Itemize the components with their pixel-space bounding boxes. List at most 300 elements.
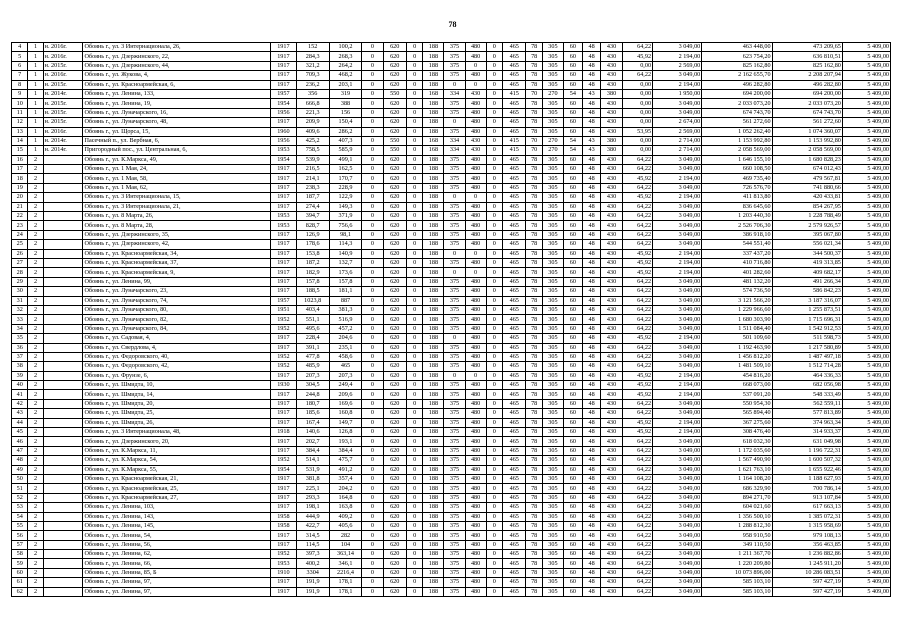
table-cell: 1956 bbox=[271, 108, 297, 117]
table-cell: 188 bbox=[423, 183, 444, 192]
table-cell: 430 bbox=[601, 230, 622, 239]
table-cell: 465 bbox=[503, 428, 526, 437]
table-cell: 216,5 bbox=[296, 165, 329, 174]
table-cell: 430 bbox=[601, 503, 622, 512]
table-cell: 48 bbox=[582, 371, 601, 380]
table-cell: Обоянь г., ул. Луначарского, 80, bbox=[83, 305, 271, 314]
table-cell: 168 bbox=[423, 89, 444, 98]
table-cell: 620 bbox=[383, 352, 406, 361]
table-cell: 5 409,00 bbox=[842, 343, 890, 352]
table-cell: 60 bbox=[563, 503, 582, 512]
table-cell: 1917 bbox=[271, 118, 297, 127]
table-cell: 5 409,00 bbox=[842, 352, 890, 361]
table-cell: 1 bbox=[28, 146, 43, 155]
table-cell: 305 bbox=[542, 249, 563, 258]
table-cell: 2 bbox=[28, 390, 43, 399]
table-cell: 78 bbox=[526, 503, 542, 512]
table-cell: 480 bbox=[465, 99, 486, 108]
table-cell: 597 427,19 bbox=[772, 587, 842, 596]
table-cell: 5 409,00 bbox=[842, 71, 890, 80]
table-cell: 78 bbox=[526, 277, 542, 286]
table-cell: 465 bbox=[503, 390, 526, 399]
table-cell: 375 bbox=[444, 390, 465, 399]
table-cell: 620 bbox=[383, 540, 406, 549]
table-cell: 2 bbox=[28, 249, 43, 258]
table-cell: 465 bbox=[503, 446, 526, 455]
table-cell: 48 bbox=[582, 165, 601, 174]
table-cell: 480 bbox=[465, 418, 486, 427]
table-cell bbox=[43, 371, 83, 380]
table-cell: 3 049,00 bbox=[653, 99, 702, 108]
table-cell: 430 bbox=[601, 193, 622, 202]
table-cell: 321,2 bbox=[296, 61, 329, 70]
table-cell: 2 bbox=[28, 371, 43, 380]
table-cell: 34 bbox=[12, 324, 28, 333]
table-cell bbox=[43, 287, 83, 296]
table-cell: 375 bbox=[444, 61, 465, 70]
table-cell: 188 bbox=[423, 418, 444, 427]
table-cell: 0 bbox=[486, 428, 502, 437]
table-cell: 188 bbox=[423, 521, 444, 530]
table-cell: 0 bbox=[486, 352, 502, 361]
table-cell: 1 385 072,31 bbox=[772, 512, 842, 521]
table-cell: 465 bbox=[503, 296, 526, 305]
table-cell: 0 bbox=[362, 296, 383, 305]
table-cell: 465 bbox=[503, 315, 526, 324]
table-cell: 511 598,73 bbox=[772, 334, 842, 343]
table-cell: 64,22 bbox=[622, 578, 652, 587]
table-cell: 550 954,30 bbox=[702, 399, 772, 408]
table-cell: 499,1 bbox=[329, 155, 362, 164]
table-cell: 465 bbox=[503, 221, 526, 230]
table-cell: 1 511 084,40 bbox=[702, 324, 772, 333]
table-cell: 0 bbox=[406, 456, 422, 465]
table-cell: 375 bbox=[444, 165, 465, 174]
table-cell: 1 bbox=[28, 52, 43, 61]
table-cell: 0 bbox=[406, 89, 422, 98]
table-cell: 168 bbox=[423, 136, 444, 145]
table-cell: 430 bbox=[465, 89, 486, 98]
table-cell: 550 bbox=[383, 136, 406, 145]
table-cell: 0,00 bbox=[622, 61, 652, 70]
table-row bbox=[12, 390, 891, 399]
table-cell: 686 329,90 bbox=[702, 484, 772, 493]
table-cell: 0 bbox=[362, 512, 383, 521]
table-cell: 64,22 bbox=[622, 212, 652, 221]
table-cell: 2 058 569,00 bbox=[772, 146, 842, 155]
table-cell: 0 bbox=[362, 446, 383, 455]
table-cell: 0 bbox=[406, 146, 422, 155]
table-cell: 29 bbox=[12, 277, 28, 286]
table-cell: 60 bbox=[563, 568, 582, 577]
table-cell: 1957 bbox=[271, 89, 297, 98]
table-cell: 64,22 bbox=[622, 296, 652, 305]
table-cell: 410 716,80 bbox=[702, 258, 772, 267]
table-cell: 187,7 bbox=[296, 193, 329, 202]
table-cell: 0 bbox=[465, 268, 486, 277]
table-cell: Обоянь г., ул. Красноармейская, 34, bbox=[83, 249, 271, 258]
table-cell: 114,3 bbox=[329, 240, 362, 249]
table-cell bbox=[43, 503, 83, 512]
table-cell: 1 220 209,80 bbox=[702, 559, 772, 568]
table-cell: 620 bbox=[383, 334, 406, 343]
table-cell: 48 bbox=[582, 352, 601, 361]
table-cell: 31 bbox=[12, 296, 28, 305]
table-cell: 2 bbox=[28, 268, 43, 277]
table-cell: 363,14 bbox=[329, 550, 362, 559]
table-cell: 403,4 bbox=[296, 305, 329, 314]
table-cell: 60 bbox=[563, 249, 582, 258]
table-cell: 5 409,00 bbox=[842, 465, 890, 474]
table-cell: 0 bbox=[486, 296, 502, 305]
table-cell: 0 bbox=[362, 127, 383, 136]
table-cell: 188 bbox=[423, 174, 444, 183]
table-cell: 620 bbox=[383, 118, 406, 127]
table-cell: 1917 bbox=[271, 540, 297, 549]
table-cell: 618 032,30 bbox=[702, 437, 772, 446]
table-cell: Обоянь г., ул. Ленина, 145, bbox=[83, 521, 271, 530]
table-cell: 42 bbox=[12, 399, 28, 408]
table-cell bbox=[43, 305, 83, 314]
table-row bbox=[12, 578, 891, 587]
table-cell: 78 bbox=[526, 127, 542, 136]
table-cell: 48 bbox=[582, 578, 601, 587]
table-cell: 473 209,65 bbox=[772, 43, 842, 52]
table-cell: 0 bbox=[406, 343, 422, 352]
table-cell: 465 bbox=[503, 43, 526, 52]
table-cell: 620 bbox=[383, 503, 406, 512]
table-cell: 173,6 bbox=[329, 268, 362, 277]
table-cell: 1917 bbox=[271, 240, 297, 249]
table-cell: 0 bbox=[406, 381, 422, 390]
table-cell: 64,22 bbox=[622, 531, 652, 540]
table-cell: 3 049,00 bbox=[653, 277, 702, 286]
table-cell: 694 200,00 bbox=[702, 89, 772, 98]
table-cell: 48 bbox=[582, 174, 601, 183]
table-cell: 374 963,34 bbox=[772, 418, 842, 427]
table-cell: 54 bbox=[563, 136, 582, 145]
table-cell: 188 bbox=[423, 343, 444, 352]
table-cell: 694 200,00 bbox=[772, 89, 842, 98]
table-cell: 1917 bbox=[271, 277, 297, 286]
table-cell: 375 bbox=[444, 559, 465, 568]
table-cell: 430 bbox=[601, 202, 622, 211]
table-cell: 60 bbox=[563, 371, 582, 380]
table-cell: 60 bbox=[563, 465, 582, 474]
table-cell: 0 bbox=[486, 550, 502, 559]
table-cell: 384,4 bbox=[296, 446, 329, 455]
table-cell: 620 bbox=[383, 446, 406, 455]
table-row bbox=[12, 174, 891, 183]
table-cell: 430 bbox=[601, 221, 622, 230]
table-cell: 480 bbox=[465, 155, 486, 164]
table-cell: 430 bbox=[601, 352, 622, 361]
table-cell: 430 bbox=[601, 305, 622, 314]
table-cell: Обоянь г., ул. Садовая, 4, bbox=[83, 334, 271, 343]
table-cell: 188 bbox=[423, 352, 444, 361]
table-cell: 207,3 bbox=[329, 371, 362, 380]
table-cell: 268,3 bbox=[329, 52, 362, 61]
table-cell: 480 bbox=[465, 315, 486, 324]
table-cell: Обоянь г., ул. Шмидта, 26, bbox=[83, 418, 271, 427]
table-cell: 64,22 bbox=[622, 503, 652, 512]
table-cell: 64,22 bbox=[622, 230, 652, 239]
table-cell: 465 bbox=[503, 437, 526, 446]
table-cell: 0 bbox=[486, 381, 502, 390]
table-cell: 0 bbox=[406, 165, 422, 174]
table-cell: 0 bbox=[362, 437, 383, 446]
table-cell: 465 bbox=[503, 334, 526, 343]
table-cell: 430 bbox=[601, 550, 622, 559]
table-row bbox=[12, 71, 891, 80]
table-cell: 204,2 bbox=[329, 484, 362, 493]
table-cell: 48 bbox=[582, 446, 601, 455]
table-cell: 5 409,00 bbox=[842, 315, 890, 324]
table-cell: 0 bbox=[486, 43, 502, 52]
table-cell: 64,22 bbox=[622, 352, 652, 361]
table-cell: 357,4 bbox=[329, 474, 362, 483]
table-cell: 0 bbox=[362, 315, 383, 324]
table-cell: Обоянь г., ул. Ленина, 85, Б bbox=[83, 568, 271, 577]
table-cell: 620 bbox=[383, 202, 406, 211]
table-cell: 2 194,00 bbox=[653, 258, 702, 267]
table-cell: 188 bbox=[423, 99, 444, 108]
table-cell: 465 bbox=[503, 484, 526, 493]
table-cell: 60 bbox=[563, 531, 582, 540]
table-cell: Обоянь г., ул. Шмидта, 20, bbox=[83, 399, 271, 408]
table-cell: 60 bbox=[563, 202, 582, 211]
table-cell: 384,4 bbox=[329, 446, 362, 455]
table-cell bbox=[43, 174, 83, 183]
table-cell: 0 bbox=[362, 362, 383, 371]
table-cell: 0 bbox=[406, 474, 422, 483]
table-cell: 887 bbox=[329, 296, 362, 305]
table-cell: 41 bbox=[12, 390, 28, 399]
table-cell: 465 bbox=[503, 277, 526, 286]
table-cell: 3 049,00 bbox=[653, 315, 702, 324]
table-cell: 480 bbox=[465, 531, 486, 540]
table-cell: 2 bbox=[28, 587, 43, 596]
table-cell: 48 bbox=[582, 324, 601, 333]
table-cell: 620 bbox=[383, 193, 406, 202]
table-cell: 5 409,00 bbox=[842, 456, 890, 465]
table-cell: 0 bbox=[406, 550, 422, 559]
table-cell: Обоянь г., ул. 3 Интернационала, 21, bbox=[83, 202, 271, 211]
table-cell: 221,3 bbox=[296, 108, 329, 117]
table-cell: 2 208 207,94 bbox=[772, 71, 842, 80]
table-cell: 4 bbox=[12, 43, 28, 52]
table-cell: 188 bbox=[423, 362, 444, 371]
table-cell: 78 bbox=[526, 550, 542, 559]
table-cell bbox=[43, 324, 83, 333]
table-cell: 741 880,66 bbox=[772, 183, 842, 192]
table-cell: 375 bbox=[444, 493, 465, 502]
table-row bbox=[12, 334, 891, 343]
table-cell: 5 409,00 bbox=[842, 381, 890, 390]
table-cell: 60 bbox=[563, 305, 582, 314]
table-cell: 1954 bbox=[271, 155, 297, 164]
table-cell: 0 bbox=[406, 371, 422, 380]
table-cell: 1 228 788,49 bbox=[772, 212, 842, 221]
table-cell: 191,9 bbox=[296, 578, 329, 587]
table-cell: 45,92 bbox=[622, 390, 652, 399]
table-cell: 0 bbox=[486, 474, 502, 483]
table-cell: 5 409,00 bbox=[842, 146, 890, 155]
table-cell: 169,6 bbox=[329, 399, 362, 408]
table-cell: 480 bbox=[465, 540, 486, 549]
table-cell: 305 bbox=[542, 230, 563, 239]
table-cell: 5 409,00 bbox=[842, 118, 890, 127]
table-cell: 1 680 303,90 bbox=[702, 315, 772, 324]
table-cell: 1918 bbox=[271, 428, 297, 437]
table-cell: 5 409,00 bbox=[842, 334, 890, 343]
table-cell: 270 bbox=[542, 146, 563, 155]
table-cell: 3 049,00 bbox=[653, 305, 702, 314]
table-cell: 49 bbox=[12, 465, 28, 474]
table-cell: 0 bbox=[362, 287, 383, 296]
table-cell: 405,6 bbox=[329, 521, 362, 530]
table-cell: 375 bbox=[444, 418, 465, 427]
table-cell: 3 187 316,07 bbox=[772, 296, 842, 305]
table-cell: 375 bbox=[444, 212, 465, 221]
table-cell: 236,2 bbox=[296, 80, 329, 89]
table-cell: 430 bbox=[601, 465, 622, 474]
table-cell: 620 bbox=[383, 474, 406, 483]
table-cell: 3 049,00 bbox=[653, 43, 702, 52]
table-cell: 48 bbox=[582, 484, 601, 493]
table-cell: 375 bbox=[444, 381, 465, 390]
table-cell: 78 bbox=[526, 183, 542, 192]
table-cell: 1917 bbox=[271, 446, 297, 455]
table-cell: 188 bbox=[423, 578, 444, 587]
table-cell: 401 282,60 bbox=[702, 268, 772, 277]
table-cell: 465 bbox=[503, 230, 526, 239]
table-cell: 3 049,00 bbox=[653, 155, 702, 164]
table-cell: 2 bbox=[28, 531, 43, 540]
table-cell: 188 bbox=[423, 212, 444, 221]
table-cell: 380 bbox=[601, 89, 622, 98]
table-cell: 375 bbox=[444, 465, 465, 474]
table-cell: 60 bbox=[563, 127, 582, 136]
table-cell: 620 bbox=[383, 559, 406, 568]
table-cell: 620 bbox=[383, 71, 406, 80]
table-cell: 5 409,00 bbox=[842, 80, 890, 89]
table-cell: 375 bbox=[444, 315, 465, 324]
table-cell: 5 409,00 bbox=[842, 183, 890, 192]
table-cell: 157,8 bbox=[296, 277, 329, 286]
table-row bbox=[12, 61, 891, 70]
table-cell: 0 bbox=[362, 183, 383, 192]
table-cell: 60 bbox=[563, 287, 582, 296]
table-cell: 3 049,00 bbox=[653, 183, 702, 192]
table-cell: 0 bbox=[486, 568, 502, 577]
table-cell: 10 073 896,00 bbox=[702, 568, 772, 577]
table-row bbox=[12, 230, 891, 239]
table-cell: 43 bbox=[582, 136, 601, 145]
table-cell: 150,4 bbox=[329, 118, 362, 127]
table-cell: 1952 bbox=[271, 456, 297, 465]
table-cell: 0 bbox=[486, 268, 502, 277]
table-cell: 64,22 bbox=[622, 568, 652, 577]
table-cell: 1954 bbox=[271, 465, 297, 474]
table-cell: 464 336,33 bbox=[772, 371, 842, 380]
table-cell: 48 bbox=[582, 428, 601, 437]
table-cell: 48 bbox=[582, 418, 601, 427]
table-cell: 48 bbox=[582, 305, 601, 314]
table-cell: 188 bbox=[423, 428, 444, 437]
table-cell: 480 bbox=[465, 296, 486, 305]
table-cell: 1917 bbox=[271, 268, 297, 277]
table-cell: 286,2 bbox=[329, 127, 362, 136]
table-cell: 604 021,60 bbox=[702, 503, 772, 512]
table-cell: 386 918,10 bbox=[702, 230, 772, 239]
table-cell: Обоянь г., ул. К.Маркса, 49, bbox=[83, 155, 271, 164]
table-cell: 64,22 bbox=[622, 71, 652, 80]
table-cell: 293,3 bbox=[296, 493, 329, 502]
table-cell: 2 bbox=[28, 193, 43, 202]
table-cell: 1 229 966,60 bbox=[702, 305, 772, 314]
table-cell: 1 542 912,53 bbox=[772, 324, 842, 333]
table-cell: 1917 bbox=[271, 202, 297, 211]
table-cell: 48 bbox=[582, 43, 601, 52]
table-cell: 98,1 bbox=[329, 230, 362, 239]
table-cell: 305 bbox=[542, 362, 563, 371]
table-cell: 78 bbox=[526, 446, 542, 455]
table-cell: 0 bbox=[362, 305, 383, 314]
table-cell: Пасечный п., ул. Вербная, 6, bbox=[83, 136, 271, 145]
table-cell: 193,1 bbox=[329, 437, 362, 446]
table-cell: 78 bbox=[526, 287, 542, 296]
table-cell: 0 bbox=[486, 578, 502, 587]
table-cell: 430 bbox=[601, 390, 622, 399]
table-cell: 480 bbox=[465, 230, 486, 239]
table-cell: 480 bbox=[465, 334, 486, 343]
table-cell: 60 bbox=[563, 268, 582, 277]
table-cell bbox=[43, 193, 83, 202]
table-row bbox=[12, 277, 891, 286]
table-cell: 0 bbox=[362, 89, 383, 98]
table-cell: 235,1 bbox=[329, 343, 362, 352]
table-cell: 0 bbox=[486, 212, 502, 221]
table-cell: 334 bbox=[444, 136, 465, 145]
table-cell: 60 bbox=[563, 221, 582, 230]
table-cell: 48 bbox=[582, 315, 601, 324]
table-cell: 480 bbox=[465, 484, 486, 493]
table-cell: 430 bbox=[601, 118, 622, 127]
table-cell: 78 bbox=[526, 568, 542, 577]
table-cell: 620 bbox=[383, 52, 406, 61]
table-body bbox=[12, 43, 891, 597]
table-cell: 475,7 bbox=[329, 456, 362, 465]
table-cell: 5 409,00 bbox=[842, 89, 890, 98]
table-cell: 170,7 bbox=[329, 174, 362, 183]
table-cell: 48 bbox=[582, 362, 601, 371]
table-cell: 2 bbox=[28, 296, 43, 305]
table-cell: 78 bbox=[526, 193, 542, 202]
table-cell: 375 bbox=[444, 503, 465, 512]
table-cell: 825 162,80 bbox=[772, 61, 842, 70]
table-cell: 430 bbox=[601, 343, 622, 352]
table-cell: 3 049,00 bbox=[653, 465, 702, 474]
table-cell: 709,3 bbox=[296, 71, 329, 80]
table-cell: 468,2 bbox=[329, 71, 362, 80]
table-cell: 586 842,23 bbox=[772, 287, 842, 296]
table-cell: 0 bbox=[362, 503, 383, 512]
table-cell: 48 bbox=[582, 118, 601, 127]
table-cell: 188 bbox=[423, 568, 444, 577]
table-cell bbox=[43, 352, 83, 361]
table-cell: 305 bbox=[542, 183, 563, 192]
